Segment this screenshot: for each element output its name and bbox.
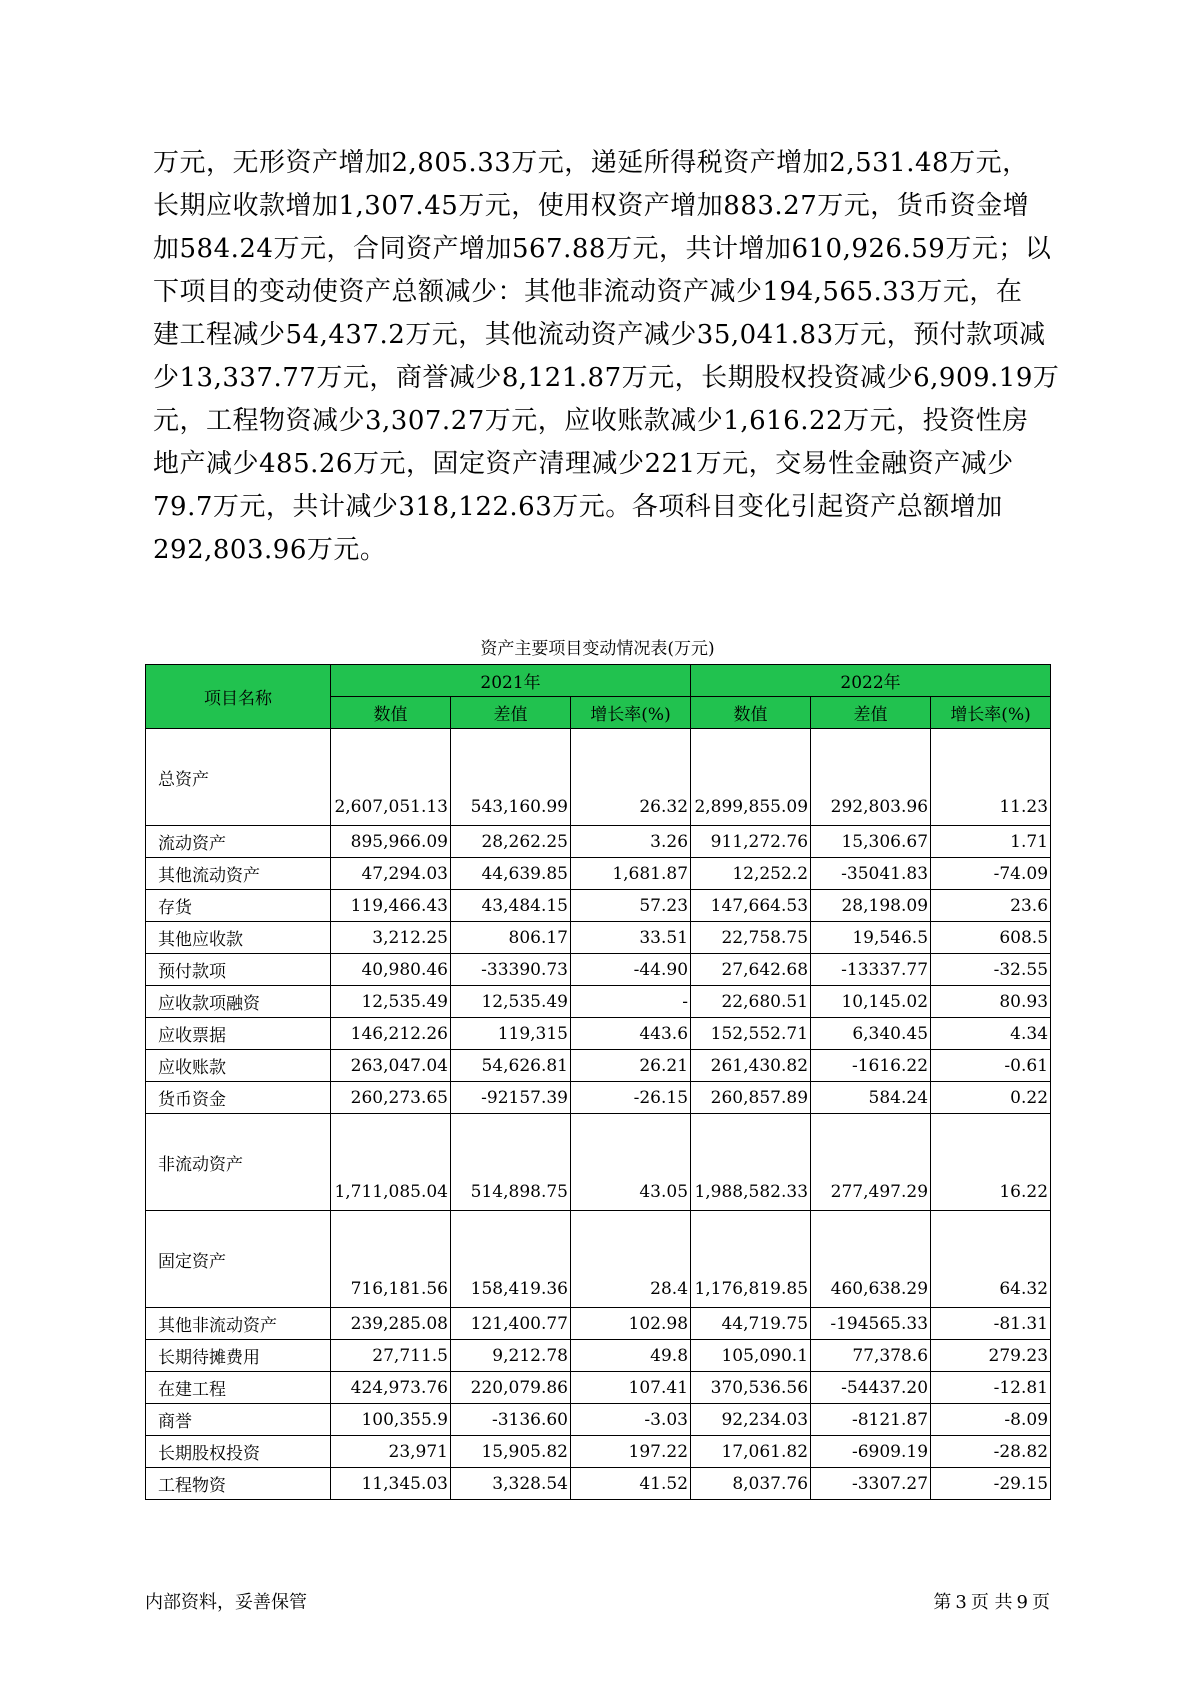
row-value-cell: 80.93 (931, 986, 1051, 1018)
paragraph-line: 万元，无形资产增加2,805.33万元，递延所得税资产增加2,531.48万元， (153, 148, 1029, 178)
row-value-cell: 41.52 (571, 1468, 691, 1500)
footer-page-number (880, 1588, 1050, 1614)
row-value-cell: 119,315 (451, 1018, 571, 1050)
paragraph-line: 元，工程物资减少3,307.27万元，应收账款减少1,616.22万元，投资性房 (153, 406, 1029, 436)
table-row (146, 1468, 1051, 1500)
row-value-cell: -13337.77 (811, 954, 931, 986)
paragraph-line: 加584.24万元，合同资产增加567.88万元，共计增加610,926.59万元；以 (153, 234, 1052, 264)
row-value-cell: 12,535.49 (331, 986, 451, 1018)
row-value-cell: -26.15 (571, 1082, 691, 1114)
row-value-cell: -32.55 (931, 954, 1051, 986)
row-item-name: 其他非流动资产 (146, 1308, 331, 1340)
row-value-cell: 8,037.76 (691, 1468, 811, 1500)
row-value-cell: -74.09 (931, 858, 1051, 890)
row-value-cell: 806.17 (451, 922, 571, 954)
row-item-name: 应收款项融资 (146, 986, 331, 1018)
table-row (146, 1340, 1051, 1372)
row-value-cell: 260,273.65 (331, 1082, 451, 1114)
row-value-cell: 23.6 (931, 890, 1051, 922)
row-value-cell: 49.8 (571, 1340, 691, 1372)
row-value-cell: 33.51 (571, 922, 691, 954)
row-value-cell: 0.22 (931, 1082, 1051, 1114)
row-value-cell: -35041.83 (811, 858, 931, 890)
table-row (146, 1436, 1051, 1468)
row-value-cell: 28,262.25 (451, 826, 571, 858)
paragraph-line: 下项目的变动使资产总额减少：其他非流动资产减少194,565.33万元，在 (153, 277, 1023, 307)
row-item-name: 其他应收款 (146, 922, 331, 954)
row-value-cell: 15,306.67 (811, 826, 931, 858)
page-prefix: 第 (933, 1592, 952, 1613)
row-value-cell: 514,898.75 (451, 1114, 571, 1211)
row-value-cell: -6909.19 (811, 1436, 931, 1468)
table-row (146, 1211, 1051, 1308)
row-value-cell: -54437.20 (811, 1372, 931, 1404)
row-value-cell: -8121.87 (811, 1404, 931, 1436)
row-value-cell: 220,079.86 (451, 1372, 571, 1404)
row-value-cell: 2,899,855.09 (691, 729, 811, 826)
paragraph-line: 地产减少485.26万元，固定资产清理减少221万元，交易性金融资产减少 (153, 449, 1014, 479)
row-value-cell: 26.32 (571, 729, 691, 826)
row-value-cell: 263,047.04 (331, 1050, 451, 1082)
table-row (146, 890, 1051, 922)
row-value-cell: -1616.22 (811, 1050, 931, 1082)
table-row (146, 1114, 1051, 1211)
row-value-cell: -8.09 (931, 1404, 1051, 1436)
header-item-name: 项目名称 (146, 665, 331, 729)
row-value-cell: 40,980.46 (331, 954, 451, 986)
row-value-cell: 152,552.71 (691, 1018, 811, 1050)
table-header (146, 665, 1051, 729)
row-value-cell: 107.41 (571, 1372, 691, 1404)
table-row (146, 1018, 1051, 1050)
row-item-name: 应收票据 (146, 1018, 331, 1050)
row-value-cell: 424,973.76 (331, 1372, 451, 1404)
row-value-cell: 1,681.87 (571, 858, 691, 890)
table-row (146, 858, 1051, 890)
header-value: 数值 (691, 697, 811, 729)
header-difference: 差值 (451, 697, 571, 729)
row-value-cell: 2,607,051.13 (331, 729, 451, 826)
header-year-2021: 2021年 (331, 665, 691, 697)
row-value-cell: 9,212.78 (451, 1340, 571, 1372)
row-value-cell: 147,664.53 (691, 890, 811, 922)
row-value-cell: 16.22 (931, 1114, 1051, 1211)
row-item-name: 应收账款 (146, 1050, 331, 1082)
row-item-name: 总资产 (146, 729, 331, 826)
row-value-cell: 279.23 (931, 1340, 1051, 1372)
row-value-cell: 10,145.02 (811, 986, 931, 1018)
row-value-cell: 64.32 (931, 1211, 1051, 1308)
row-value-cell: - (571, 986, 691, 1018)
row-value-cell: 277,497.29 (811, 1114, 931, 1211)
row-value-cell: -29.15 (931, 1468, 1051, 1500)
row-value-cell: -0.61 (931, 1050, 1051, 1082)
row-value-cell: -3.03 (571, 1404, 691, 1436)
row-value-cell: -3136.60 (451, 1404, 571, 1436)
row-value-cell: 895,966.09 (331, 826, 451, 858)
page-current: 3 (955, 1592, 967, 1613)
table-row (146, 1082, 1051, 1114)
row-value-cell: 100,355.9 (331, 1404, 451, 1436)
row-value-cell: 584.24 (811, 1082, 931, 1114)
row-item-name: 货币资金 (146, 1082, 331, 1114)
row-value-cell: 119,466.43 (331, 890, 451, 922)
row-item-name: 固定资产 (146, 1211, 331, 1308)
row-item-name: 工程物资 (146, 1468, 331, 1500)
row-value-cell: -44.90 (571, 954, 691, 986)
row-value-cell: -33390.73 (451, 954, 571, 986)
row-value-cell: 3,328.54 (451, 1468, 571, 1500)
header-difference: 差值 (811, 697, 931, 729)
row-value-cell: 17,061.82 (691, 1436, 811, 1468)
row-value-cell: 261,430.82 (691, 1050, 811, 1082)
row-value-cell: 28.4 (571, 1211, 691, 1308)
row-value-cell: 6,340.45 (811, 1018, 931, 1050)
row-value-cell: -81.31 (931, 1308, 1051, 1340)
asset-change-table (145, 664, 1051, 1500)
table-row (146, 1372, 1051, 1404)
row-item-name: 流动资产 (146, 826, 331, 858)
row-value-cell: 26.21 (571, 1050, 691, 1082)
row-value-cell: 460,638.29 (811, 1211, 931, 1308)
table-row (146, 1308, 1051, 1340)
row-value-cell: 27,711.5 (331, 1340, 451, 1372)
row-value-cell: 92,234.03 (691, 1404, 811, 1436)
table-row (146, 1050, 1051, 1082)
header-value: 数值 (331, 697, 451, 729)
row-value-cell: -3307.27 (811, 1468, 931, 1500)
row-value-cell: 27,642.68 (691, 954, 811, 986)
row-value-cell: 1.71 (931, 826, 1051, 858)
row-value-cell: 3,212.25 (331, 922, 451, 954)
row-value-cell: 158,419.36 (451, 1211, 571, 1308)
table-caption: 资产主要项目变动情况表(万元) (480, 639, 715, 659)
row-value-cell: 11,345.03 (331, 1468, 451, 1500)
row-value-cell: 77,378.6 (811, 1340, 931, 1372)
row-value-cell: 23,971 (331, 1436, 451, 1468)
row-value-cell: 102.98 (571, 1308, 691, 1340)
header-year-2022: 2022年 (691, 665, 1051, 697)
body-paragraph (153, 142, 1060, 572)
row-value-cell: 12,535.49 (451, 986, 571, 1018)
table-row (146, 826, 1051, 858)
row-value-cell: 370,536.56 (691, 1372, 811, 1404)
row-value-cell: 54,626.81 (451, 1050, 571, 1082)
table-row (146, 986, 1051, 1018)
paragraph-line: 建工程减少54,437.2万元，其他流动资产减少35,041.83万元，预付款项减 (153, 320, 1046, 350)
row-value-cell: -194565.33 (811, 1308, 931, 1340)
row-value-cell: 3.26 (571, 826, 691, 858)
row-value-cell: 1,711,085.04 (331, 1114, 451, 1211)
table-body (146, 729, 1051, 1500)
row-value-cell: 12,252.2 (691, 858, 811, 890)
row-value-cell: 146,212.26 (331, 1018, 451, 1050)
row-value-cell: 260,857.89 (691, 1082, 811, 1114)
row-value-cell: 19,546.5 (811, 922, 931, 954)
row-value-cell: 4.34 (931, 1018, 1051, 1050)
paragraph-line: 少13,337.77万元，商誉减少8,121.87万元，长期股权投资减少6,909.19万 (153, 363, 1060, 393)
row-value-cell: 105,090.1 (691, 1340, 811, 1372)
row-value-cell: -92157.39 (451, 1082, 571, 1114)
row-value-cell: 121,400.77 (451, 1308, 571, 1340)
row-value-cell: 911,272.76 (691, 826, 811, 858)
row-value-cell: 1,988,582.33 (691, 1114, 811, 1211)
row-value-cell: 716,181.56 (331, 1211, 451, 1308)
row-item-name: 长期股权投资 (146, 1436, 331, 1468)
row-value-cell: 22,758.75 (691, 922, 811, 954)
paragraph-line: 292,803.96万元。 (153, 535, 387, 565)
table-row (146, 729, 1051, 826)
page-suffix: 页 (1032, 1592, 1050, 1613)
row-item-name: 存货 (146, 890, 331, 922)
row-value-cell: 543,160.99 (451, 729, 571, 826)
row-item-name: 在建工程 (146, 1372, 331, 1404)
row-item-name: 其他流动资产 (146, 858, 331, 890)
row-value-cell: 15,905.82 (451, 1436, 571, 1468)
table-row (146, 922, 1051, 954)
row-value-cell: 22,680.51 (691, 986, 811, 1018)
row-value-cell: 443.6 (571, 1018, 691, 1050)
row-value-cell: 608.5 (931, 922, 1051, 954)
row-value-cell: -12.81 (931, 1372, 1051, 1404)
row-item-name: 预付款项 (146, 954, 331, 986)
paragraph-line: 79.7万元，共计减少318,122.63万元。各项科目变化引起资产总额增加 (153, 492, 1003, 522)
paragraph-line: 长期应收款增加1,307.45万元，使用权资产增加883.27万元，货币资金增 (153, 191, 1030, 221)
row-value-cell: 1,176,819.85 (691, 1211, 811, 1308)
row-value-cell: 57.23 (571, 890, 691, 922)
row-value-cell: 44,719.75 (691, 1308, 811, 1340)
row-item-name: 非流动资产 (146, 1114, 331, 1211)
row-value-cell: 239,285.08 (331, 1308, 451, 1340)
row-value-cell: 11.23 (931, 729, 1051, 826)
row-value-cell: 28,198.09 (811, 890, 931, 922)
header-growth-rate: 增长率(%) (931, 697, 1051, 729)
page-mid: 页 共 (970, 1592, 1013, 1613)
row-value-cell: 44,639.85 (451, 858, 571, 890)
row-item-name: 商誉 (146, 1404, 331, 1436)
header-growth-rate: 增长率(%) (571, 697, 691, 729)
row-item-name: 长期待摊费用 (146, 1340, 331, 1372)
row-value-cell: 43.05 (571, 1114, 691, 1211)
table-row (146, 954, 1051, 986)
row-value-cell: 43,484.15 (451, 890, 571, 922)
row-value-cell: 197.22 (571, 1436, 691, 1468)
page-total: 9 (1016, 1592, 1028, 1613)
footer-confidential-note: 内部资料，妥善保管 (145, 1592, 307, 1613)
row-value-cell: 47,294.03 (331, 858, 451, 890)
row-value-cell: 292,803.96 (811, 729, 931, 826)
table-row (146, 1404, 1051, 1436)
row-value-cell: -28.82 (931, 1436, 1051, 1468)
